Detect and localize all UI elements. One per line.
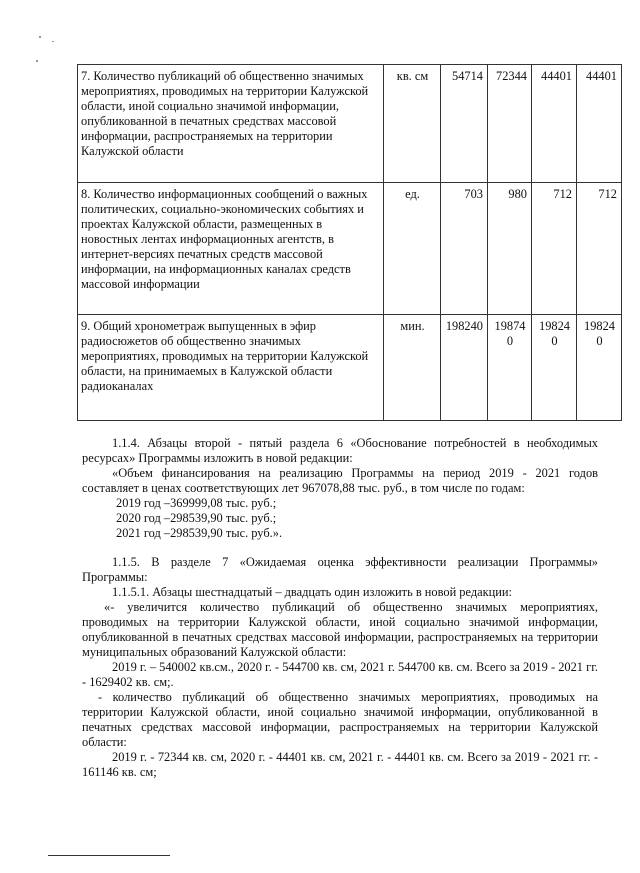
indicator-label: 7. Количество публикаций об общественно значимых мероприятиях, проводимых на территории Калужской области, иной социально значимой информации, опубликованной в печатных средствах массовой информации, распространяемых на территории Калужской области — [78, 65, 384, 183]
indicator-unit: ед. — [384, 183, 441, 315]
indicator-label: 9. Общий хронометраж выпущенных в эфир радиосюжетов об общественно значимых мероприятиях, проводимых на территории Калужской области, на принимаемых в Калужской области радиоканалах — [78, 315, 384, 421]
indicator-value: 198240 — [441, 315, 488, 421]
values-paragraph: 2019 г. – 540002 кв.см., 2020 г. - 544700 кв. см, 2021 г. 544700 кв. см. Всего за 2019 - 2021 гг. - 1629402 кв. см;. — [82, 660, 598, 689]
year-line: 2021 год –298539,90 тыс. руб.». — [116, 526, 283, 540]
indicator-value: 712 — [532, 183, 577, 315]
indicator-value: 54714 — [441, 65, 488, 183]
paragraph: 1.1.5.1. Абзацы шестнадцатый – двадцать один изложить в новой редакции: — [112, 585, 512, 599]
values-paragraph: 2019 г. - 72344 кв. см, 2020 г. - 44401 кв. см, 2021 г. - 44401 кв. см. Всего за 2019 - 2021 гг. - 161146 кв. см; — [82, 750, 598, 779]
paragraph: 1.1.5. В разделе 7 «Ожидаемая оценка эффективности реализации Программы» Программы: — [82, 555, 598, 584]
table-row — [78, 65, 622, 183]
scan-speck — [52, 41, 54, 42]
indicator-value: 44401 — [577, 65, 622, 183]
scan-speck — [39, 36, 41, 38]
year-line: 2020 год –298539,90 тыс. руб.; — [116, 511, 277, 525]
indicator-value: 198740 — [488, 315, 532, 421]
footnote-divider — [48, 855, 170, 856]
scan-speck — [36, 60, 38, 62]
table-row — [78, 183, 622, 315]
quote-paragraph: - количество публикаций об общественно значимых мероприятиях, проводимых на территории Калужской области, иной социально значимой информации, опубликованной в печатных средствах массовой информации, распространяемых на территории Калужской области: — [82, 690, 598, 749]
indicators-table — [77, 64, 622, 421]
indicator-value: 44401 — [532, 65, 577, 183]
indicator-value: 712 — [577, 183, 622, 315]
section-1-1-4 — [82, 436, 598, 541]
quote-paragraph: «- увеличится количество публикаций об общественно значимых мероприятиях, проводимых на территории Калужской области, иной социально значимой информации, опубликованной в печатных средствах массовой информации, распространяемых на территории муниципальных образований Калужской области: — [82, 600, 598, 659]
indicator-value: 980 — [488, 183, 532, 315]
indicator-value: 72344 — [488, 65, 532, 183]
indicator-unit: мин. — [384, 315, 441, 421]
section-1-1-5 — [82, 555, 598, 780]
paragraph: 1.1.4. Абзацы второй - пятый раздела 6 «Обоснование потребностей в необходимых ресурсах» Программы изложить в новой редакции: — [82, 436, 598, 465]
year-line: 2019 год –369999,08 тыс. руб.; — [116, 496, 277, 510]
indicator-value: 198240 — [577, 315, 622, 421]
indicator-value: 703 — [441, 183, 488, 315]
indicator-value: 198240 — [532, 315, 577, 421]
indicator-unit: кв. см — [384, 65, 441, 183]
indicator-label: 8. Количество информационных сообщений о важных политических, социально-экономических событиях и проектах Калужской области, размещенных в новостных лентах информационных агентств, в интернет-версиях печатных средств массовой информации, на информационных каналах средств массовой информации — [78, 183, 384, 315]
table-row — [78, 315, 622, 421]
quote-paragraph: «Объем финансирования на реализацию Программы на период 2019 - 2021 годов составляет в ценах соответствующих лет 967078,88 тыс. руб., в том числе по годам: — [82, 466, 598, 495]
